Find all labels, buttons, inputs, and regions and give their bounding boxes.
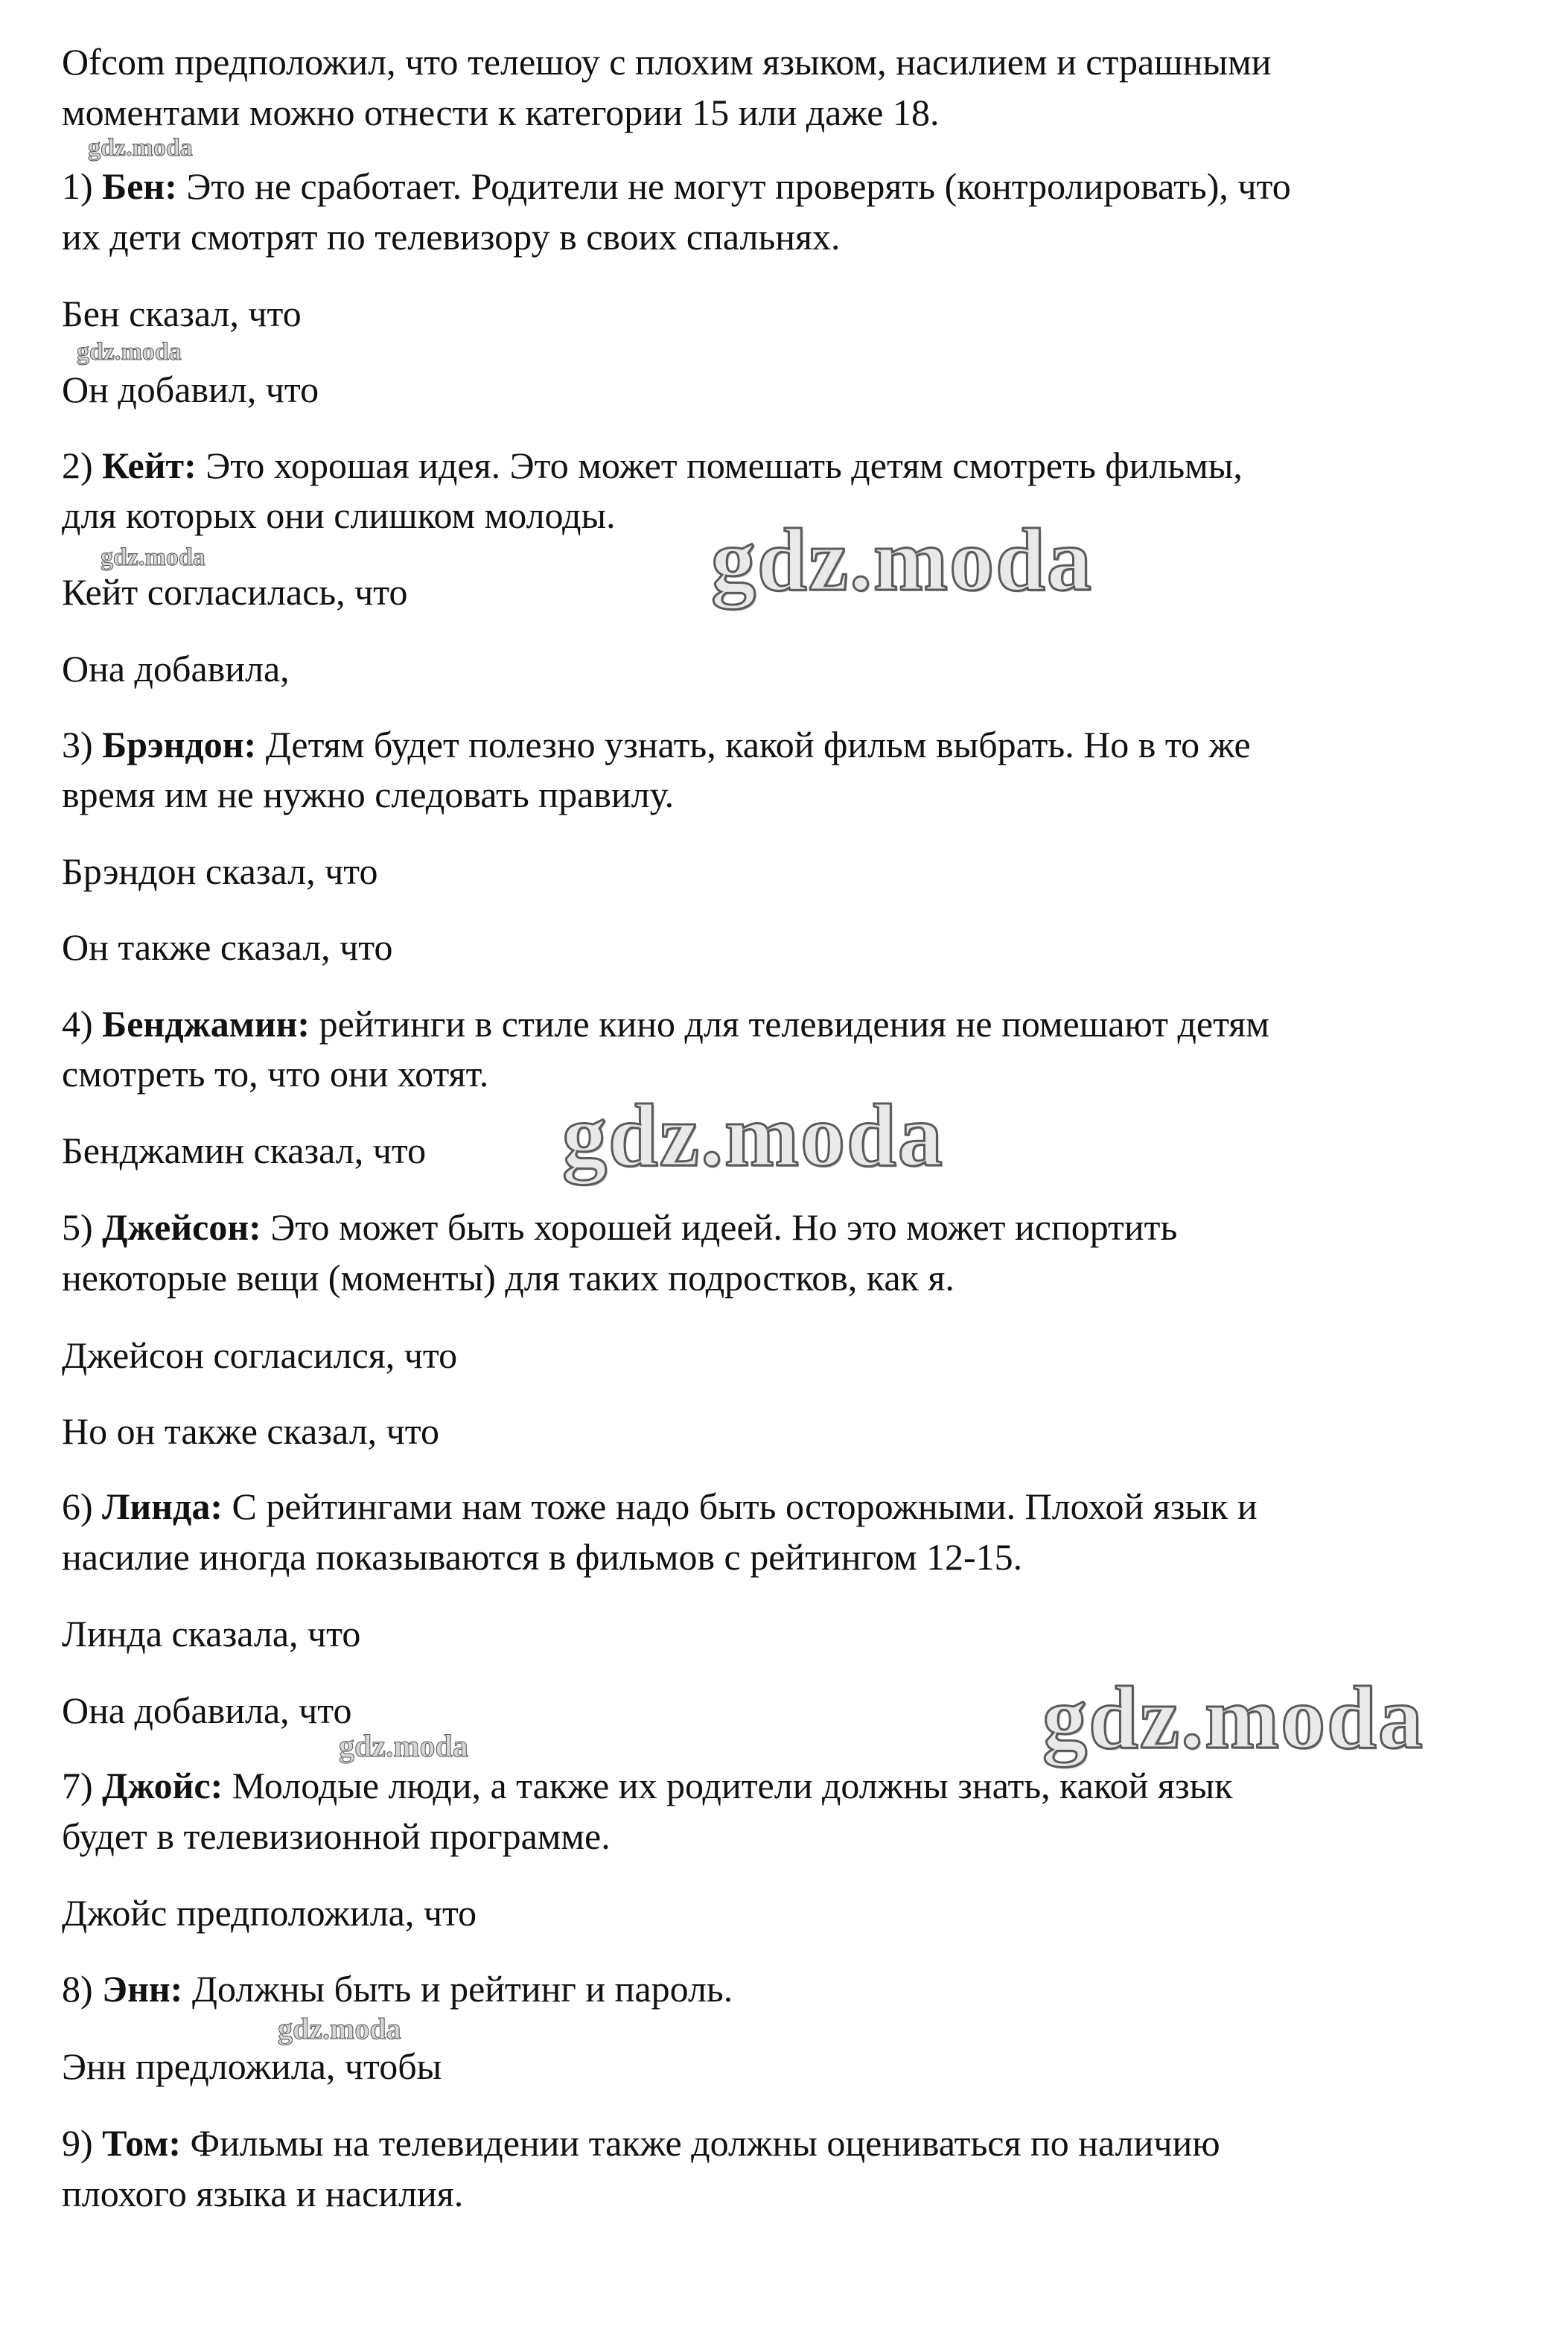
item-number: 5) — [62, 1206, 93, 1248]
item-5-line-2: некоторые вещи (моменты) для таких подростков, как я. — [62, 1257, 954, 1299]
item-6-line-1 — [62, 1485, 1258, 1527]
item-number: 9) — [62, 2122, 93, 2164]
item-7-answer-1: Джойс предположила, что — [62, 1892, 477, 1934]
statement-text: Детям будет полезно узнать, какой фильм выбрать. Но в то же — [265, 724, 1251, 765]
watermark-small: gdz.moda — [101, 544, 205, 571]
item-5-line-1 — [62, 1208, 1177, 1246]
watermark-small: gdz.moda — [77, 338, 182, 366]
item-1-answer-2: Он добавил, что — [62, 369, 319, 410]
intro-line-1: Ofcom предположил, что телешоу с плохим языком, насилием и страшными — [62, 41, 1272, 83]
item-7-line-1 — [62, 1767, 1233, 1804]
item-3-line-2: время им не нужно следовать правилу. — [62, 774, 675, 815]
item-6-line-2: насилие иногда показываются в фильмов с рейтингом 12-15. — [62, 1536, 1023, 1578]
item-6-answer-1: Линда сказала, что — [62, 1613, 361, 1654]
item-2-answer-1: Кейт согласилась, что — [62, 571, 408, 613]
item-number: 4) — [62, 1003, 93, 1045]
item-3-answer-1: Брэндон сказал, что — [62, 850, 378, 892]
speaker-name: Энн: — [102, 1968, 183, 2010]
item-8-answer-1: Энн предложила, чтобы — [62, 2045, 442, 2087]
item-number: 6) — [62, 1485, 93, 1527]
watermark-large: gdz.moda — [562, 1086, 944, 1185]
speaker-name: Брэндон: — [102, 724, 257, 765]
item-9-line-2: плохого языка и насилия. — [62, 2173, 464, 2214]
item-6-answer-2: Она добавила, что — [62, 1689, 352, 1731]
speaker-name: Джейсон: — [102, 1206, 261, 1248]
item-number: 7) — [62, 1765, 93, 1806]
watermark-small: gdz.moda — [88, 134, 193, 162]
statement-text: С рейтингами нам тоже надо быть осторожными. Плохой язык и — [232, 1485, 1258, 1527]
item-7-line-2: будет в телевизионной программе. — [62, 1815, 611, 1857]
item-number: 1) — [62, 165, 93, 207]
watermark-small: gdz.moda — [339, 1730, 468, 1764]
item-9-line-1 — [62, 2124, 1220, 2162]
item-5-answer-1: Джейсон согласился, что — [62, 1334, 458, 1376]
item-number: 8) — [62, 1968, 93, 2010]
item-5-answer-2: Но он также сказал, что — [62, 1410, 439, 1452]
item-2-answer-2: Она добавила, — [62, 648, 290, 689]
statement-text: рейтинги в стиле кино для телевидения не помешают детям — [319, 1003, 1269, 1045]
watermark-large: gdz.moda — [1042, 1668, 1424, 1767]
item-4-line-2: смотреть то, что они хотят. — [62, 1053, 489, 1095]
speaker-name: Бенджамин: — [102, 1003, 310, 1045]
speaker-name: Линда: — [102, 1485, 223, 1527]
item-1-answer-1: Бен сказал, что — [62, 293, 302, 334]
speaker-name: Джойс: — [102, 1765, 223, 1806]
statement-text: Это может быть хорошей идеей. Но это может испортить — [270, 1206, 1178, 1248]
item-3-line-1 — [62, 726, 1251, 763]
item-4-answer-1: Бенджамин сказал, что — [62, 1130, 427, 1171]
item-1-line-2: их дети смотрят по телевизору в своих спальнях. — [62, 216, 841, 258]
item-3-answer-2: Он также сказал, что — [62, 926, 393, 968]
statement-text: Фильмы на телевидении также должны оцениваться по наличию — [190, 2122, 1220, 2164]
intro-line-2: моментами можно отнести к категории 15 или даже 18. — [62, 92, 940, 133]
item-1-line-1 — [62, 165, 1291, 207]
watermark-small: gdz.moda — [278, 2012, 401, 2045]
item-number: 3) — [62, 724, 93, 765]
statement-text: Это не сработает. Родители не могут проверять (контролировать), что — [186, 165, 1291, 207]
item-4-line-1 — [62, 1003, 1269, 1045]
speaker-name: Том: — [102, 2122, 182, 2164]
speaker-name: Кейт: — [102, 445, 197, 486]
item-2-line-2: для которых они слишком молоды. — [62, 494, 616, 536]
item-8-line-1 — [62, 1968, 733, 2010]
item-2-line-1 — [62, 447, 1243, 484]
item-number: 2) — [62, 445, 93, 486]
watermark-large: gdz.moda — [711, 510, 1093, 609]
statement-text: Это хорошая идея. Это может помешать детям смотреть фильмы, — [205, 445, 1243, 486]
statement-text: Должны быть и рейтинг и пароль. — [191, 1968, 733, 2010]
speaker-name: Бен: — [102, 165, 177, 207]
statement-text: Молодые люди, а также их родители должны знать, какой язык — [232, 1765, 1233, 1806]
